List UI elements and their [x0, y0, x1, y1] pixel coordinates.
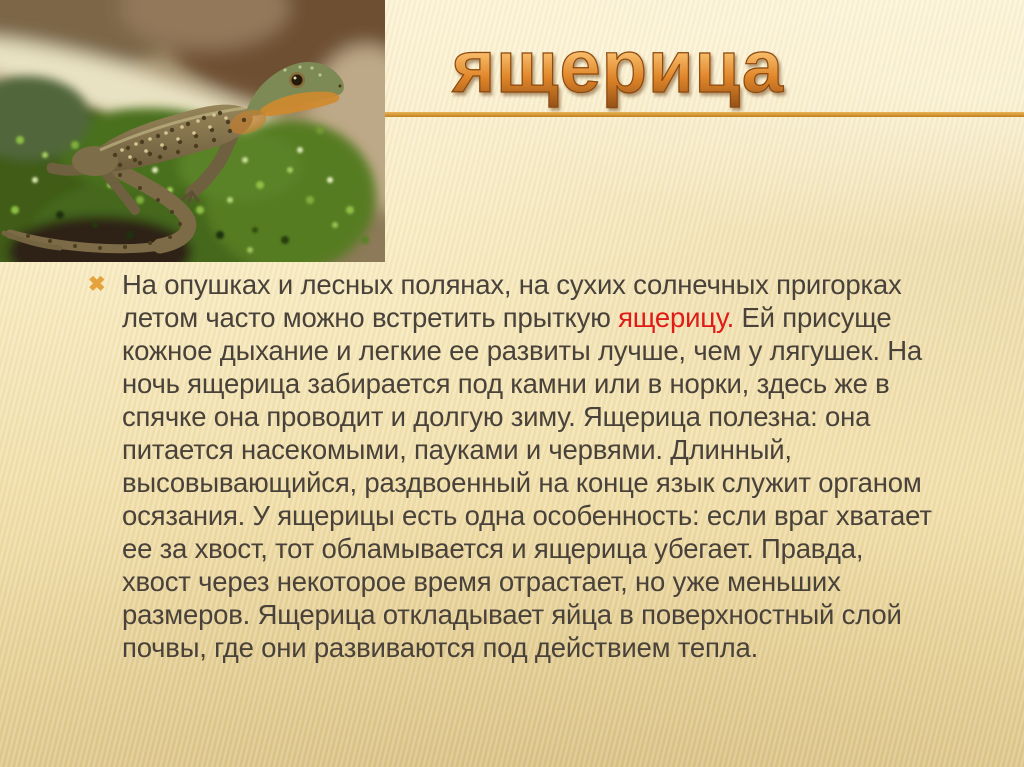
paragraph-text-before: На опушках и лесных полянах, на сухих солнечных пригорках летом часто можно встретить прыткую: [122, 269, 902, 333]
bullet-icon: ✖: [88, 273, 106, 296]
lizard-photo: [0, 0, 385, 262]
paragraph: [122, 268, 932, 664]
title-underline: [385, 112, 1024, 117]
highlighted-word: ящерицу.: [618, 302, 735, 333]
body-text-block: [88, 268, 944, 664]
slide-title: ящерица: [451, 25, 784, 108]
slide-header: [388, 24, 848, 114]
lizard-illustration: [0, 0, 385, 262]
paragraph-text-after: Ей присуще кожное дыхание и легкие ее развиты лучше, чем у лягушек. На ночь ящерица забирается под камни или в норки, здесь же в спячке она проводит и долгую зиму. Ящерица полезна: она питается насекомыми, пауками и червями. Длинный, высовывающийся, раздвоенный на конце язык служит органом осязания. У ящерицы есть одна особенность: если враг хватает ее за хвост, тот обламывается и ящерица убегает. Правда, хвост через некоторое время отрастает, но уже меньших размеров. Ящерица откладывает яйца в поверхностный слой почвы, где они развиваются под действием тепла.: [122, 302, 932, 663]
